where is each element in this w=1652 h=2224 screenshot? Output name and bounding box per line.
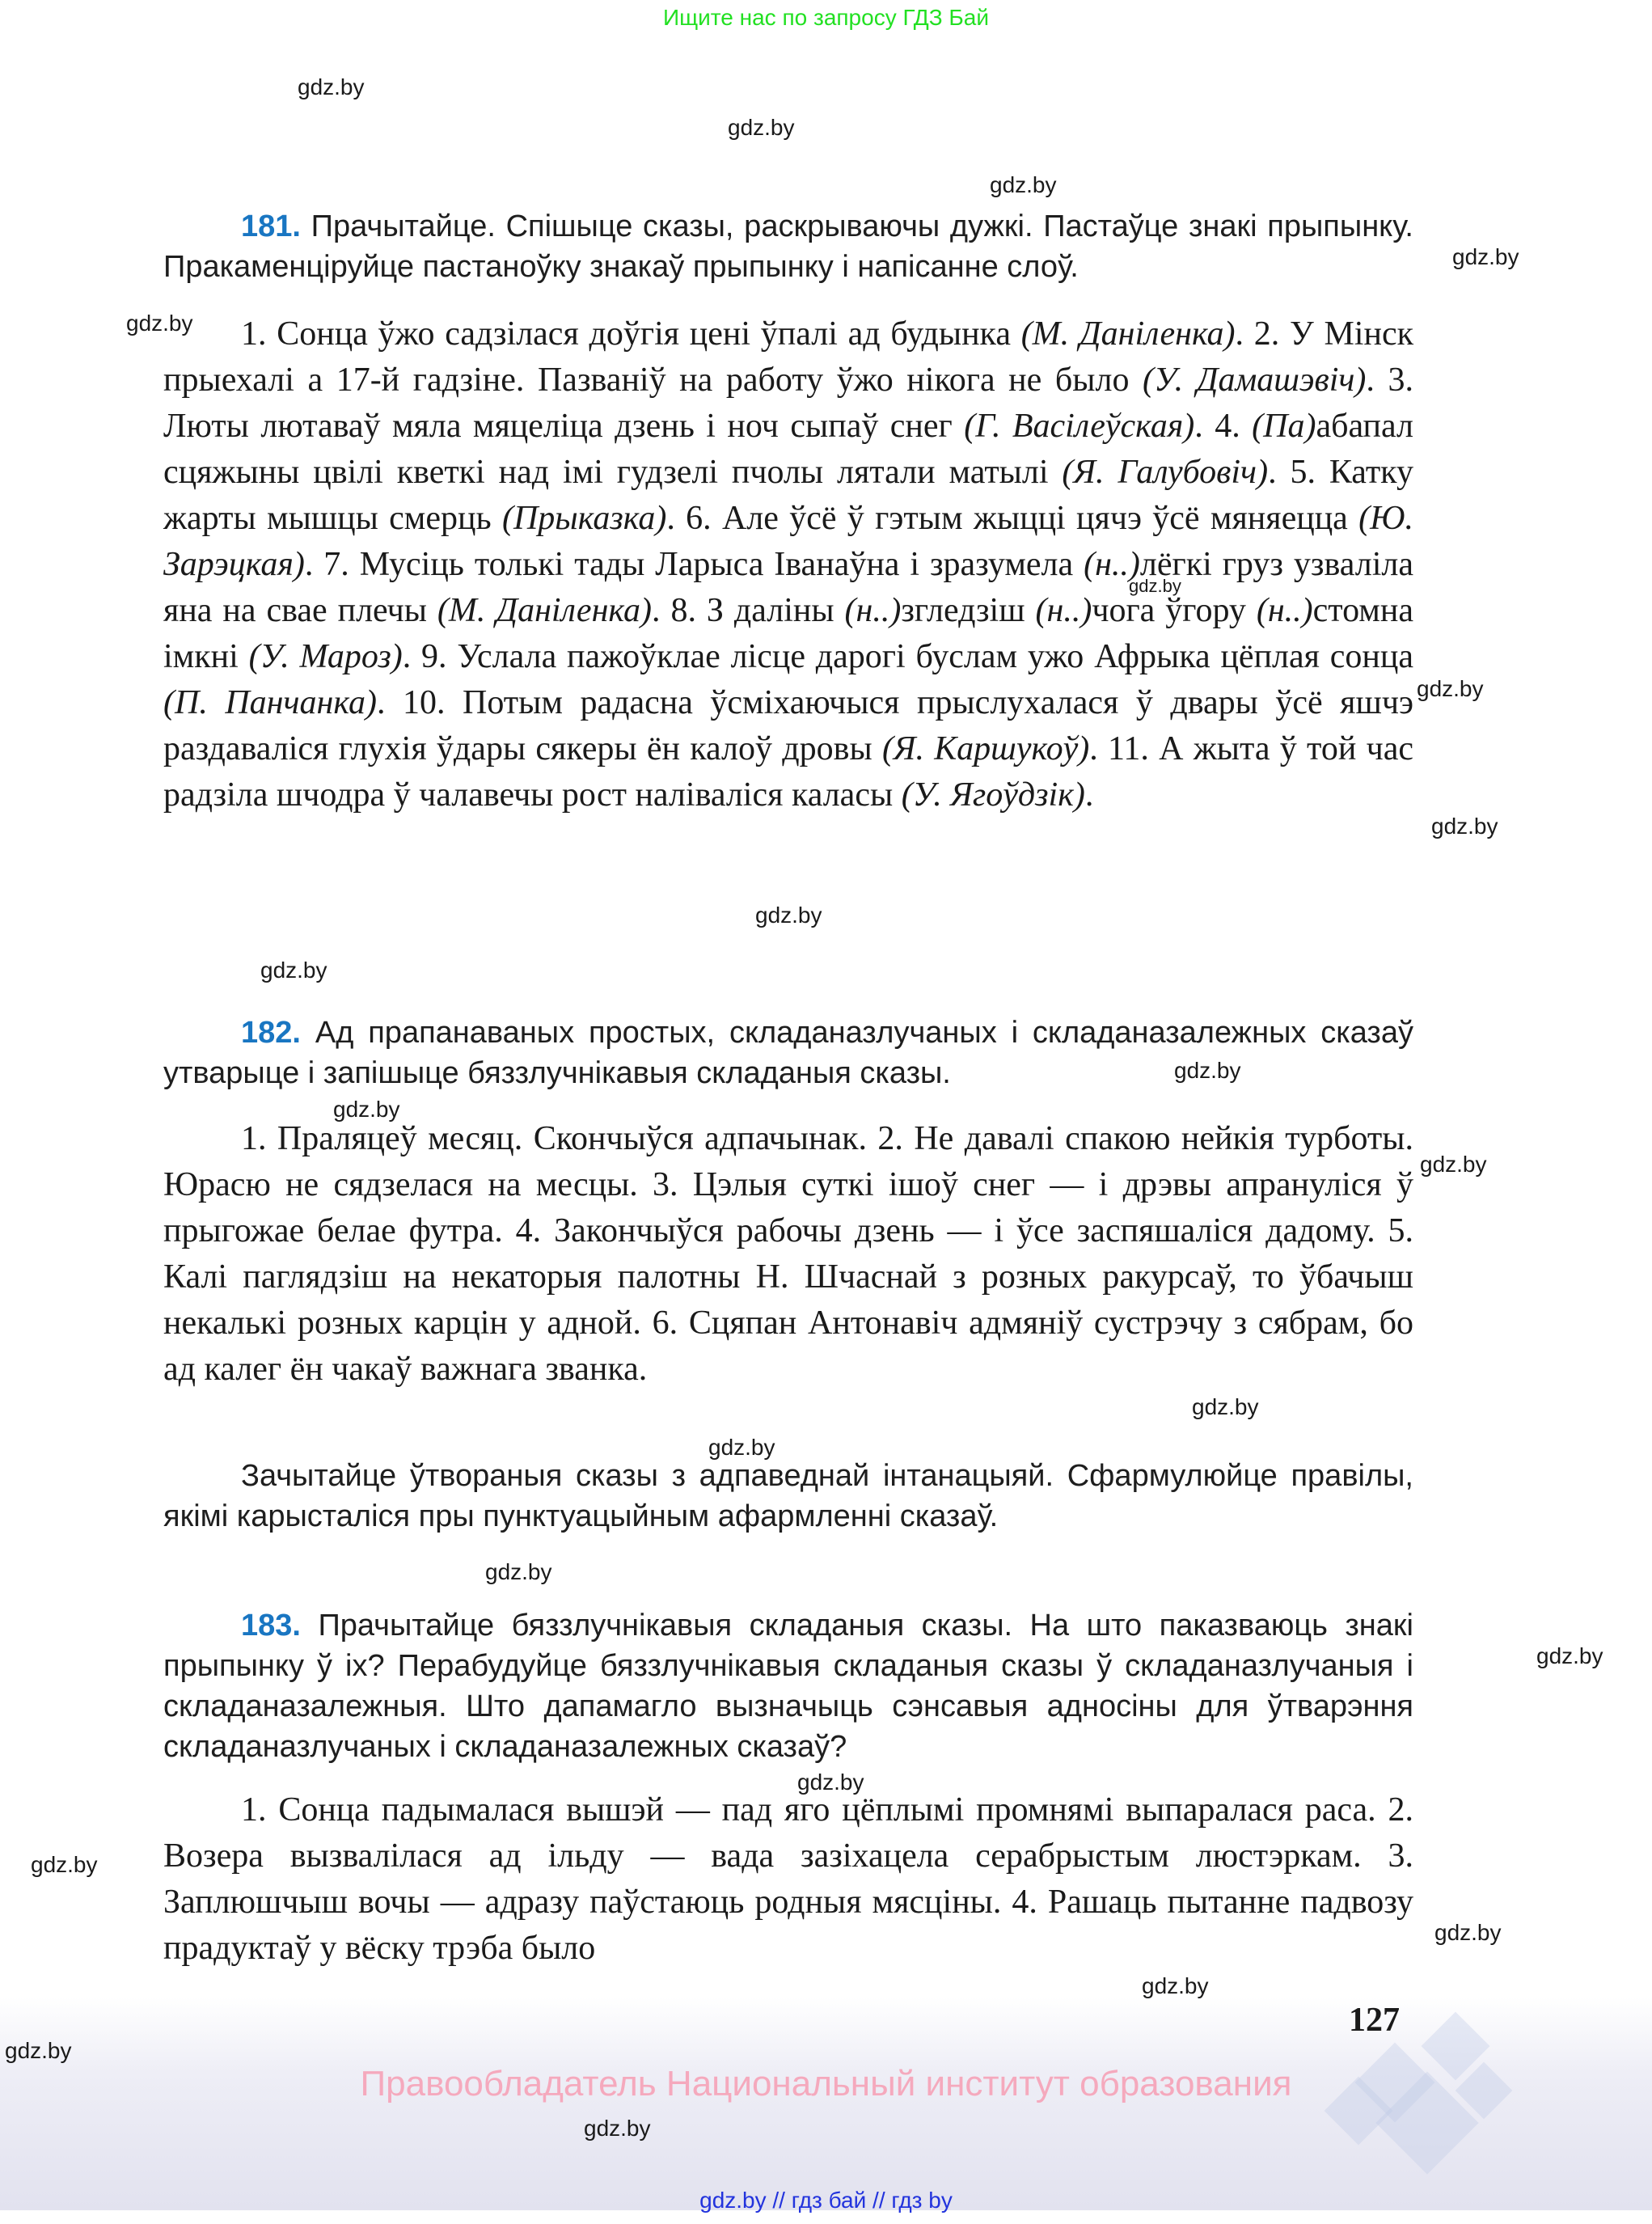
task-instruction: Прачытайце бяззлучнікавыя складаныя сказы. На што паказваюць знакі прыпынку ў іх? Перабудуйце бяззлучнікавыя складаныя сказы ў складаназлучаныя і складаназалежныя. Што дапамагло вызначыць сэнсавыя адносіны для ўтварэння складаназлучаных і складаназалежных сказаў?: [163, 1609, 1413, 1764]
watermark: gdz.by: [126, 311, 193, 336]
task-followup: Зачытайце ўтвораныя сказы з адпаведнай інтанацыяй. Сфармулюйце правілы, якімі карысталіся пры пунктуацыйным афармленні сказаў.: [163, 1459, 1413, 1533]
source-attribution: (Па): [1252, 408, 1316, 445]
watermark: gdz.by: [728, 115, 795, 140]
watermark: gdz.by: [1434, 1920, 1502, 1945]
watermark: gdz.by: [1192, 1394, 1259, 1419]
watermark: gdz.by: [260, 958, 327, 983]
watermark: gdz.by: [1129, 576, 1181, 596]
task-181: [163, 206, 1413, 287]
task-182-followup: [163, 1456, 1413, 1537]
watermark: gdz.by: [990, 172, 1057, 197]
watermark: gdz.by: [1142, 1973, 1209, 1998]
source-attribution: (н..): [1084, 546, 1140, 583]
watermark: gdz.by: [1452, 244, 1519, 269]
watermark: gdz.by: [31, 1852, 98, 1877]
source-attribution: (М. Даніленка): [1020, 315, 1236, 353]
source-attribution: (н..): [1256, 592, 1313, 629]
watermark: gdz.by: [584, 2116, 651, 2141]
task-instruction: Прачытайце. Спішыце сказы, раскрываючы дужкі. Пастаўце знакі прыпынку. Пракаменціруйце пастаноўку знакаў прыпынку і напісанне слоў.: [163, 209, 1413, 284]
copyright-notice: Правообладатель Национальный институт образования: [360, 2064, 1292, 2103]
task-number: 182.: [241, 1016, 301, 1050]
source-attribution: (Ю. Зарэцкая): [163, 500, 1413, 583]
task-instruction: Ад прапанаваных простых, складаназлучаных і складаназалежных сказаў утварыце і запішыце бяззлучнікавыя складаныя сказы.: [163, 1016, 1413, 1090]
source-attribution: (Я. Каршукоў): [881, 730, 1090, 767]
watermark: gdz.by: [1420, 1152, 1487, 1177]
watermark: gdz.by: [485, 1559, 552, 1584]
watermark: gdz.by: [755, 903, 822, 928]
source-attribution: (У. Дамашэвіч): [1143, 362, 1367, 399]
source-attribution: (У. Мароз): [248, 638, 403, 675]
exercise-182-text: [163, 1116, 1413, 1393]
watermark: gdz.by: [708, 1435, 775, 1460]
watermark: gdz.by: [5, 2038, 72, 2063]
exercise-181-text: [163, 311, 1413, 818]
bottom-links[interactable]: gdz.by // гдз бай // гдз by: [699, 2188, 953, 2213]
source-attribution: (Я. Галубовіч): [1062, 454, 1269, 491]
watermark: gdz.by: [1431, 814, 1498, 839]
source-attribution: (М. Даніленка): [437, 592, 652, 629]
watermark: gdz.by: [1174, 1058, 1241, 1083]
exercise-183-paragraph: 1. Сонца падымалася вышэй — пад яго цёплымі промнямі выпаралася раса. 2. Возера вызвалілася ад ільду — вада зазіхацела серабрыстым люстэркам. 3. Заплюшчыш вочы — адразу паўстаюць родныя мясціны. 4. Рашаць пытанне падвозу прадуктаў у вёску трэба было: [163, 1791, 1413, 1967]
watermark: gdz.by: [298, 74, 365, 99]
source-attribution: (н..): [1035, 592, 1092, 629]
source-attribution: (Прыказка): [501, 500, 667, 537]
source-attribution: (Г. Васілеўская): [964, 408, 1195, 445]
task-number: 183.: [241, 1609, 301, 1643]
source-attribution: (н..): [844, 592, 902, 629]
top-banner: Ищите нас по запросу ГДЗ Бай: [662, 5, 990, 30]
source-attribution: (П. Панчанка): [163, 684, 377, 721]
watermark: gdz.by: [333, 1097, 400, 1122]
task-number: 181.: [241, 209, 301, 243]
watermark: gdz.by: [797, 1769, 864, 1795]
watermark: gdz.by: [1536, 1643, 1603, 1668]
exercise-182-paragraph: 1. Праляцеў месяц. Скончыўся адпачынак. 2. Не давалі спакою нейкія турботы. Юрасю не сядзелася на месцы. 3. Цэлыя суткі ішоў снег — і дрэвы апрануліся ў прыгожае белае футра. 4. Закончыўся рабочы дзень — і ўсе заспяшаліся дадому. 5. Калі паглядзіш на некаторыя палотны Н. Шчаснай з розных ракурсаў, то ўбачыш некалькі розных карцін у адной. 6. Сцяпан Антонавіч адмяніў сустрэчу з сябрам, бо ад калег ён чакаў важнага званка.: [163, 1120, 1413, 1388]
watermark: gdz.by: [1417, 676, 1484, 701]
exercise-181-paragraph: 1. Сонца ўжо садзілася доўгія цені ўпалі ад будынка (М. Даніленка). 2. У Мінск прыехалі а 17-й гадзіне. Пазваніў на работу ўжо нікога не было (У. Дамашэвіч). 3. Люты лютаваў мяла мяцеліца дзень і ноч сыпаў снег (Г. Васілеўская). 4. (Па)абапал сцяжыны цвілі кветкі над імі гудзелі пчолы лятали матылі (Я. Галубовіч). 5. Катку жарты мышцы смерць (Прыказка). 6. Але ўсё ў гэтым жыцці цячэ ўсё мяняецца (Ю. Зарэцкая). 7. Мусіць толькі тады Ларыса Іванаўна і зразумела (н..)лёгкі груз узваліла яна на свае плечы (М. Даніленка). 8. З даліны (н..)згледзіш (н..)чога ўгору (н..)стомна імкні (У. Мароз). 9. Услала пажоўклае лісце дарогі буслам ужо Афрыка цёплая сонца (П. Панчанка). 10. Потым радасна ўсміхаючыся прыслухалася ў двары ўсё яшчэ раздаваліся глухія ўдары сякеры ён калоў дровы (Я. Каршукоў). 11. А жыта ў той час радзіла шчодра ў чалавечы рост наліваліся каласы (У. Ягоўдзік).: [163, 315, 1414, 814]
exercise-183-text: [163, 1787, 1413, 1972]
source-attribution: (У. Ягоўдзік): [901, 776, 1085, 814]
page-number: 127: [1349, 2002, 1400, 2039]
task-183: [163, 1605, 1413, 1767]
